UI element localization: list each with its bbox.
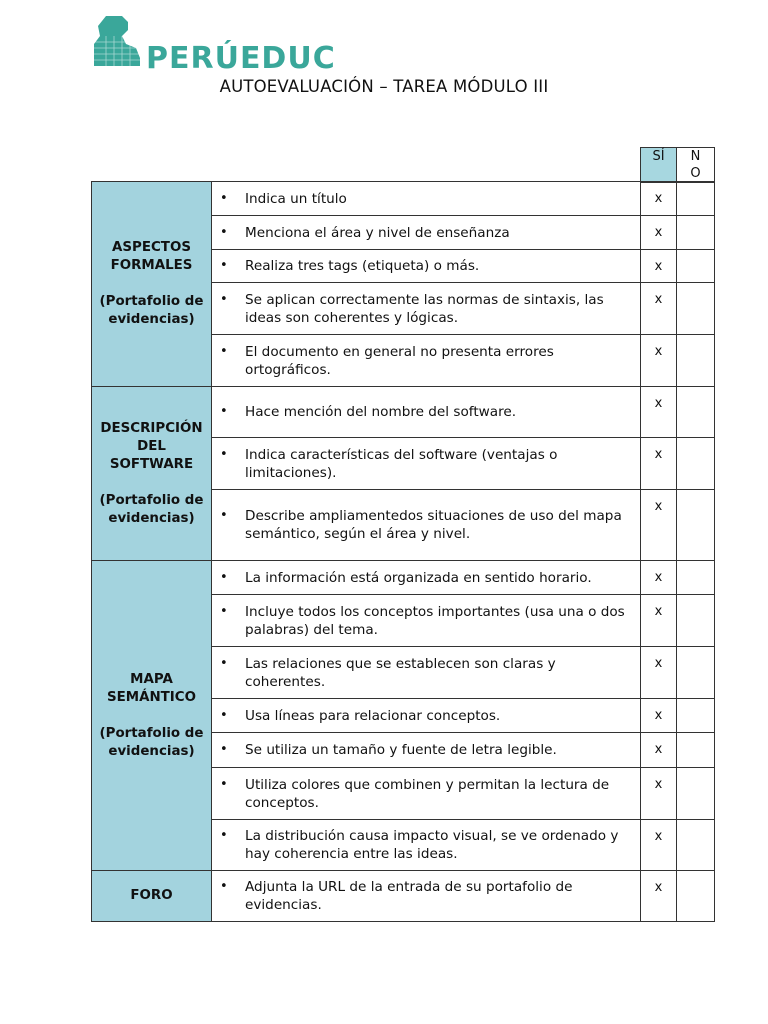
no-mark (677, 733, 715, 768)
criterion-cell (212, 387, 641, 438)
criterion-text: Menciona el área y nivel de enseñanza (245, 224, 510, 241)
category-aspectos-formales (92, 182, 212, 387)
criterion-cell (212, 283, 641, 335)
bullet-icon: • (220, 707, 228, 723)
category-foro (92, 871, 212, 922)
bullet-icon: • (220, 508, 228, 523)
criterion-row (92, 871, 715, 922)
yes-mark: x (641, 699, 677, 733)
no-mark (677, 595, 715, 647)
yes-mark: x (641, 283, 677, 335)
bullet-icon: • (220, 742, 228, 757)
criterion-text: Utiliza colores que combinen y permitan la lectura de conceptos. (245, 776, 610, 811)
bullet-icon: • (220, 569, 228, 585)
no-mark (677, 335, 715, 387)
yes-mark: x (641, 182, 677, 216)
no-mark (677, 561, 715, 595)
criterion-cell (212, 768, 641, 820)
criterion-cell (212, 820, 641, 871)
criterion-text: Las relaciones que se establecen son claras y coherentes. (245, 655, 556, 690)
yes-mark: x (641, 768, 677, 820)
criterion-cell (212, 595, 641, 647)
criterion-cell (212, 438, 641, 490)
criterion-text: Se utiliza un tamaño y fuente de letra legible. (245, 742, 557, 758)
category-name: ASPECTOS FORMALES (110, 240, 193, 273)
criterion-cell (212, 216, 641, 250)
yes-mark: x (641, 335, 677, 387)
no-mark (677, 438, 715, 490)
no-mark (677, 283, 715, 335)
yes-mark: x (641, 216, 677, 250)
no-mark (677, 182, 715, 216)
no-column-header (677, 148, 715, 183)
criterion-text: Indica características del software (ventajas o limitaciones). (245, 446, 558, 481)
yes-column-header: SÍ (641, 148, 677, 183)
criterion-cell (212, 699, 641, 733)
no-mark (677, 250, 715, 283)
bullet-icon: • (220, 224, 228, 240)
criterion-row (92, 182, 715, 216)
no-mark (677, 387, 715, 438)
yes-mark: x (641, 647, 677, 699)
category-subtitle: (Portafolio de evidencias) (99, 492, 204, 526)
logo-text: PERÚEDUC (146, 41, 336, 76)
yes-mark: x (641, 561, 677, 595)
bullet-icon: • (220, 828, 228, 843)
category-name: DESCRIPCIÓN DEL SOFTWARE (100, 420, 203, 472)
yes-mark: x (641, 595, 677, 647)
criterion-text: El documento en general no presenta errores ortográficos. (245, 343, 554, 378)
yes-mark: x (641, 438, 677, 490)
criterion-text: Usa líneas para relacionar conceptos. (245, 707, 501, 724)
criterion-text: Describe ampliamentedos situaciones de uso del mapa semántico, según el área y nivel. (245, 508, 622, 542)
no-mark (677, 768, 715, 820)
criterion-cell (212, 647, 641, 699)
criterion-text: Indica un título (245, 190, 347, 207)
criterion-cell (212, 490, 641, 561)
category-mapa-semantico (92, 561, 212, 871)
yes-mark: x (641, 820, 677, 871)
bullet-icon: • (220, 258, 228, 273)
bullet-icon: • (220, 603, 228, 619)
criterion-text: Adjunta la URL de la entrada de su portafolio de evidencias. (245, 879, 573, 913)
yes-mark: x (641, 490, 677, 561)
category-descripcion-software (92, 387, 212, 561)
yes-mark: x (641, 387, 677, 438)
criterion-cell (212, 182, 641, 216)
category-subtitle: (Portafolio de evidencias) (99, 725, 204, 759)
category-subtitle: (Portafolio de evidencias) (99, 294, 204, 327)
logo (92, 14, 336, 76)
no-mark (677, 216, 715, 250)
criterion-text: La distribución causa impacto visual, se ve ordenado y hay coherencia entre las ideas. (245, 828, 619, 862)
bullet-icon: • (220, 655, 228, 671)
no-mark (677, 490, 715, 561)
no-mark (677, 871, 715, 922)
no-column-label: N O (690, 149, 701, 181)
yes-mark: x (641, 871, 677, 922)
peru-map-icon (92, 14, 142, 66)
criterion-text: Hace mención del nombre del software. (245, 404, 517, 420)
category-name: MAPA SEMÁNTICO (106, 671, 196, 705)
bullet-icon: • (220, 404, 228, 419)
bullet-icon: • (220, 343, 228, 359)
criterion-row (92, 561, 715, 595)
criterion-cell (212, 250, 641, 283)
no-mark (677, 699, 715, 733)
document-title: AUTOEVALUACIÓN – TAREA MÓDULO III (219, 77, 549, 96)
criterion-row (92, 387, 715, 438)
bullet-icon: • (220, 291, 228, 307)
bullet-icon: • (220, 776, 228, 792)
yes-mark: x (641, 733, 677, 768)
category-name: FORO (130, 888, 173, 903)
criterion-cell (212, 561, 641, 595)
no-mark (677, 820, 715, 871)
answer-header (640, 147, 715, 183)
criterion-text: Incluye todos los conceptos importantes (usa una o dos palabras) del tema. (245, 603, 625, 638)
bullet-icon: • (220, 446, 228, 462)
yes-mark: x (641, 250, 677, 283)
no-mark (677, 647, 715, 699)
criterion-text: Se aplican correctamente las normas de sintaxis, las ideas son coherentes y lógicas. (245, 291, 604, 326)
criterion-cell (212, 335, 641, 387)
criterion-cell (212, 733, 641, 768)
criterion-text: Realiza tres tags (etiqueta) o más. (245, 258, 480, 274)
evaluation-table (91, 181, 715, 922)
bullet-icon: • (220, 879, 228, 894)
bullet-icon: • (220, 190, 228, 206)
criterion-cell (212, 871, 641, 922)
criterion-text: La información está organizada en sentido horario. (245, 569, 592, 586)
